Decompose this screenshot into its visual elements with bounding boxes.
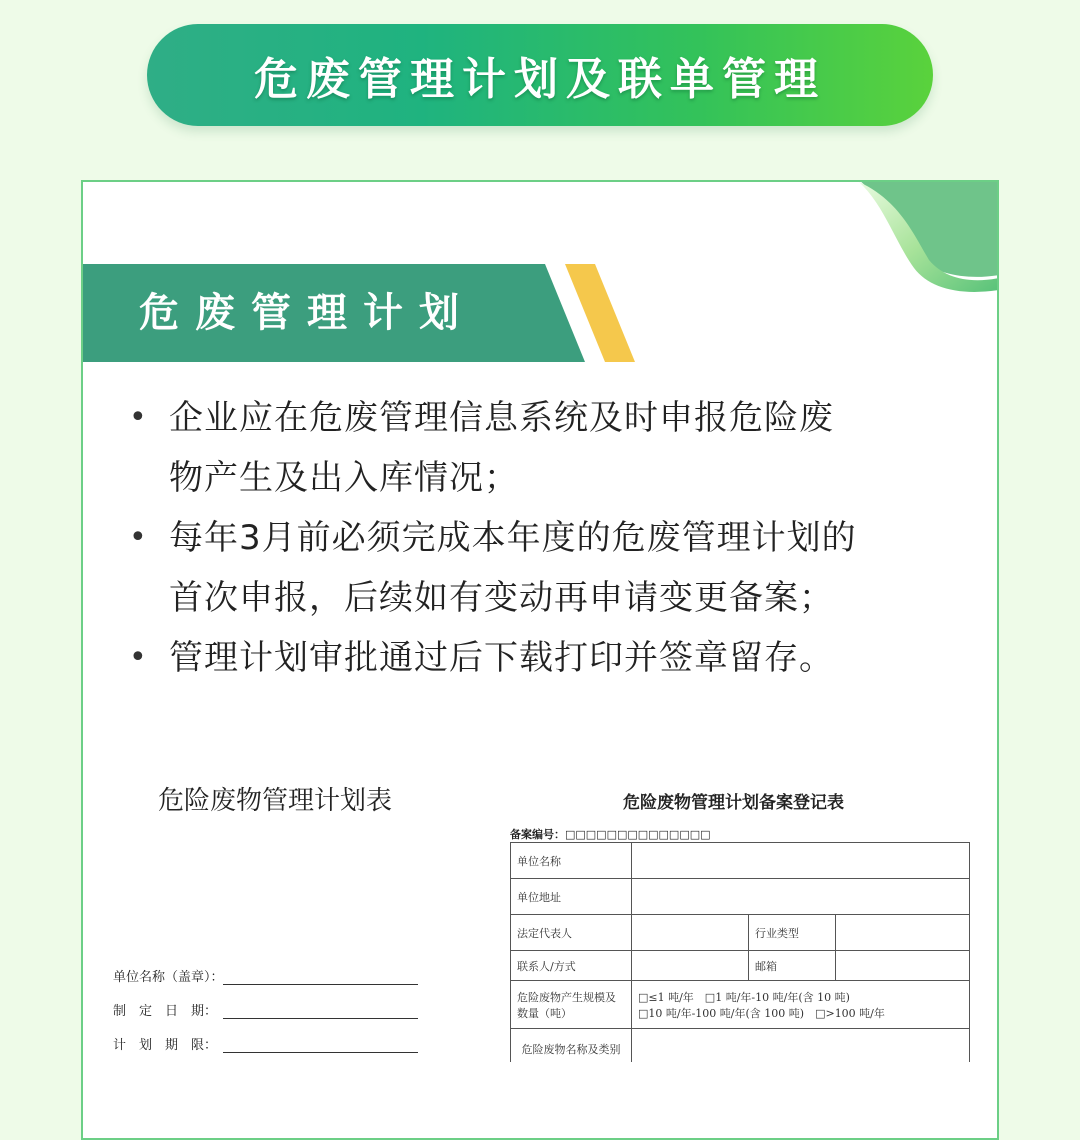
bullet-text: 物产生及出入库情况； xyxy=(169,458,519,498)
cell-empty xyxy=(836,915,970,951)
content-card xyxy=(81,180,999,1140)
cell-industry-type: 行业类型 xyxy=(749,915,836,951)
cell-legal-rep: 法定代表人 xyxy=(511,915,632,951)
header-title-pill xyxy=(147,24,933,126)
bullet-text: 首次申报，后续如有变动再申请变更备案； xyxy=(169,578,834,618)
cell-contact: 联系人/方式 xyxy=(511,951,632,981)
cell-scale-options xyxy=(632,981,970,1029)
plan-field-label: 制 定 日 期： xyxy=(113,1004,218,1019)
cell-scale-label: 危险废物产生规模及数量（吨） xyxy=(511,981,632,1029)
cell-email: 邮箱 xyxy=(749,951,836,981)
plan-field-date xyxy=(113,1000,418,1019)
record-number xyxy=(510,826,711,842)
section-title: 危废管理计划 xyxy=(139,290,475,336)
bullet-dot-icon: • xyxy=(129,640,148,675)
plan-field-period xyxy=(113,1034,418,1053)
cell-unit-name: 单位名称 xyxy=(511,843,632,879)
cell-empty xyxy=(836,951,970,981)
bullet-text: 管理计划审批通过后下载打印并签章留存。 xyxy=(169,638,834,678)
record-form-title: 危险废物管理计划备案登记表 xyxy=(623,793,844,813)
scale-option: □10 吨/年-100 吨/年(含 100 吨) □>100 吨/年 xyxy=(638,1006,885,1020)
cell-empty xyxy=(632,843,970,879)
plan-field-line xyxy=(223,968,418,985)
bullet-item xyxy=(121,388,961,508)
cell-empty xyxy=(632,915,749,951)
plan-form-title: 危险废物管理计划表 xyxy=(158,786,393,816)
plan-field-label: 计 划 期 限： xyxy=(113,1038,218,1053)
bullet-item xyxy=(121,508,961,628)
plan-field-line xyxy=(223,1002,418,1019)
plan-field-label: 单位名称（盖章）： xyxy=(113,970,224,985)
bullet-list xyxy=(121,388,961,688)
bullet-dot-icon: • xyxy=(129,520,148,555)
cell-empty xyxy=(632,879,970,915)
header-title: 危废管理计划及联单管理 xyxy=(254,54,826,105)
bullet-item xyxy=(121,628,961,688)
bullet-text: 企业应在危废管理信息系统及时申报危险废 xyxy=(169,398,834,438)
record-number-boxes: □□□□□□□□□□□□□□ xyxy=(565,828,711,841)
record-number-label: 备案编号： xyxy=(510,828,565,841)
plan-field-line xyxy=(223,1036,418,1053)
table-crop-mask xyxy=(510,1062,980,1140)
page-curl-decoration xyxy=(859,180,999,300)
bullet-text: 每年3月前必须完成本年度的危废管理计划的 xyxy=(169,518,857,558)
plan-field-unit xyxy=(113,966,418,985)
cell-unit-address: 单位地址 xyxy=(511,879,632,915)
cell-empty xyxy=(632,951,749,981)
scale-option: □≤1 吨/年 □1 吨/年-10 吨/年(含 10 吨) xyxy=(638,990,850,1004)
cell-waste-name: 危险废物名称及类别 xyxy=(511,1029,632,1069)
record-form-table xyxy=(510,842,970,1069)
bullet-dot-icon: • xyxy=(129,400,148,435)
